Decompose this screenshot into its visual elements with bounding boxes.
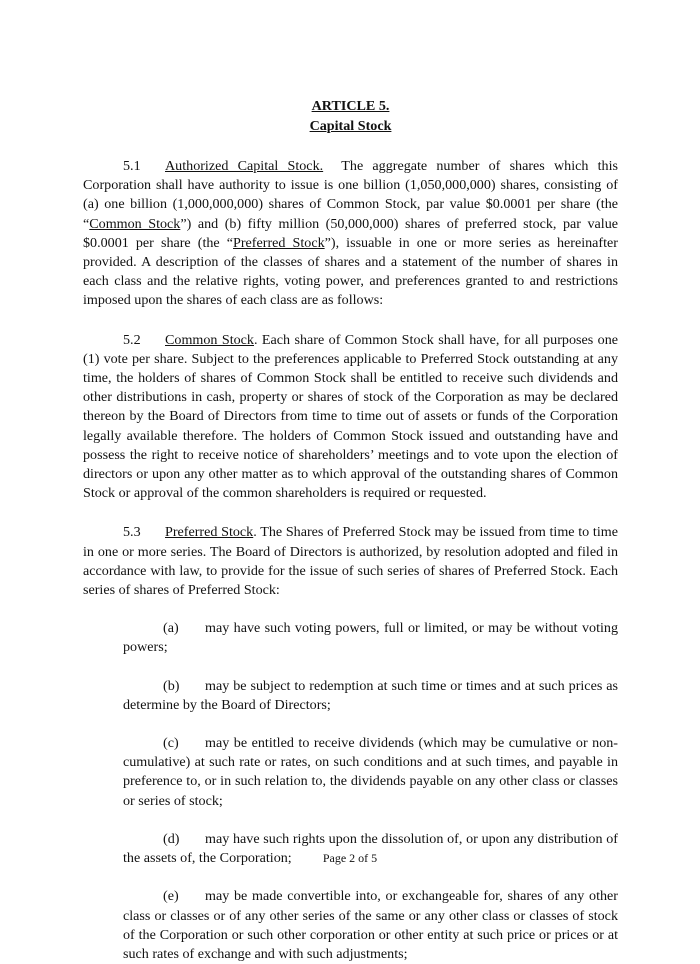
section-number: 5.3 xyxy=(123,524,141,541)
section-heading: Authorized Capital Stock. xyxy=(165,158,324,174)
article-heading xyxy=(83,96,618,136)
list-item: (c) may be entitled to receive dividends (which may be cumulative or non-cumulative) at such rate or rates, on such conditions and at such times, and payable in preference to, or in such relation to, the dividends payable on any other class or classes or series of stock; xyxy=(123,735,618,809)
list-item: (b) may be subject to redemption at such time or times and at such prices as determine by the Board of Directors; xyxy=(123,677,618,713)
list-item: (d) may have such rights upon the dissolution of, or upon any distribution of the assets of, the Corporation; xyxy=(123,830,618,867)
section-number: 5.1 xyxy=(123,158,141,174)
article-number: ARTICLE 5. xyxy=(311,98,390,114)
section-heading: Preferred Stock xyxy=(165,524,254,541)
document-page xyxy=(83,96,618,964)
list-item: (a) may have such voting powers, full or limited, or may be without voting powers; xyxy=(123,620,618,656)
page-footer: Page 2 of 5 xyxy=(322,851,378,865)
list-item: (e) may be made convertible into, or exchangeable for, shares of any other class or classes or of any other series of the same or any other class or classes of stock of the Corporation or such other corporation or other entity at such price or prices or at such rates of exchange and with such adjustments; xyxy=(123,888,618,962)
section-5-3: 5.3 Preferred Stock. The Shares of Preferred Stock may be issued from time to time in one or more series. The Board of Directors is authorized, by resolution adopted and filed in accordance with law, to provide for the issue of such series of shares of Preferred Stock. Each series of shares of Preferred Stock: xyxy=(83,524,618,599)
defined-term: Common Stock xyxy=(89,215,181,232)
section-heading: Common Stock xyxy=(165,331,254,348)
section-number: 5.2 xyxy=(123,331,141,348)
section-5-1: 5.1 Authorized Capital Stock. The aggregate number of shares which this Corporation shall have authority to issue is one billion (1,050,000,000) shares, consisting of (a) one billion (1,000,000,000) shares of Common Stock, par value $0.0001 per share (the “Common Stock”) and (b) fifty million (50,000,000) shares of preferred stock, par value $0.0001 per share (the “Preferred Stock”), issuable in one or more series as hereinafter provided. A description of the classes of shares and a statement of the number of shares in each class and the relative rights, voting power, and preferences granted to and restrictions imposed upon the shares of each class are as follows: xyxy=(83,158,618,309)
defined-term: Preferred Stock xyxy=(233,234,325,251)
article-title: Capital Stock xyxy=(309,118,392,134)
section-5-2: 5.2 Common Stock. Each share of Common Stock shall have, for all purposes one (1) vote per share. Subject to the preferences applicable to Preferred Stock outstanding at any time, the holders of shares of Common Stock shall be entitled to receive such dividends and other distributions in cash, property or shares of stock of the Corporation as may be declared thereon by the Board of Directors from time to time out of assets or funds of the Corporation legally available therefore. The holders of Common Stock issued and outstanding have and possess the right to receive notice of shareholders’ meetings and to vote upon the election of directors or upon any other matter as to which approval of the outstanding shares of Common Stock or approval of the common shareholders is required or requested. xyxy=(83,331,618,502)
